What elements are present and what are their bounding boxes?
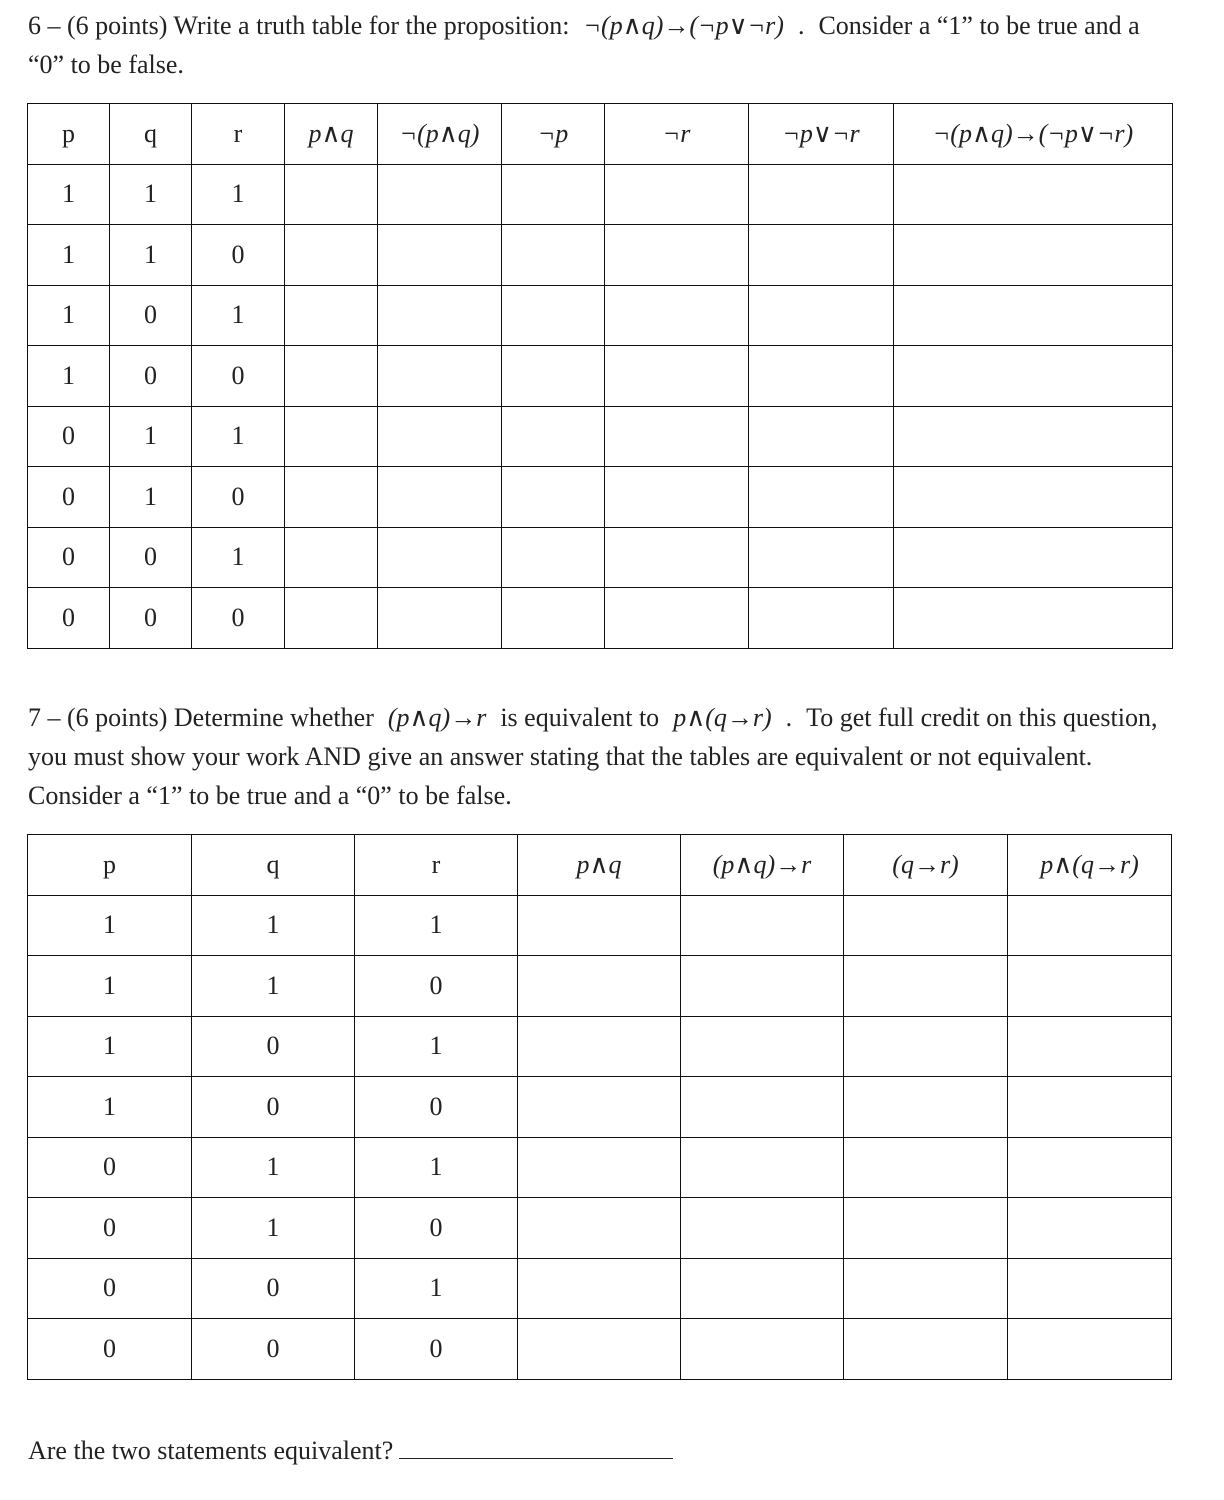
answer-cell[interactable] [681,1198,844,1259]
value-cell: 1 [28,1016,192,1077]
value-cell: 1 [110,467,192,528]
answer-cell[interactable] [378,164,502,225]
answer-cell[interactable] [285,406,378,467]
value-cell: 0 [355,956,518,1017]
value-cell: 0 [28,1258,192,1319]
table-row [28,1258,1172,1319]
answer-cell[interactable] [1008,1319,1172,1380]
answer-cell[interactable] [749,406,894,467]
answer-cell[interactable] [285,527,378,588]
value-cell: 0 [192,467,285,528]
q6-proposition: ¬(p∧q)→(¬p∨¬r) [583,11,784,40]
answer-cell[interactable] [518,1198,681,1259]
header-q: q [192,835,355,896]
table-row [28,164,1173,225]
value-cell: 0 [192,1077,355,1138]
header-not-p: ¬p [502,104,605,165]
answer-cell[interactable] [502,225,605,286]
answer-cell[interactable] [681,1016,844,1077]
q6-prefix: 6 – (6 points) Write a truth table for the proposition: [28,11,570,40]
answer-blank[interactable] [399,1430,673,1459]
answer-cell[interactable] [894,285,1173,346]
q7-instructions: To get full credit on this question, you must show your work AND give an answer stating that the tables are equivalent or not equivalent. Consider a “1” to be true and a “0” to be false. [28,703,1158,810]
answer-cell[interactable] [378,467,502,528]
value-cell: 0 [110,285,192,346]
answer-cell[interactable] [749,346,894,407]
header-p-and-q-implies-r: (p∧q)→r [681,835,844,896]
header-p: p [28,835,192,896]
answer-cell[interactable] [502,164,605,225]
answer-cell[interactable] [1008,956,1172,1017]
q7-prefix: 7 – (6 points) Determine whether [28,703,374,732]
answer-cell[interactable] [605,467,749,528]
answer-cell[interactable] [518,1319,681,1380]
equivalence-question-text: Are the two statements equivalent? [28,1436,394,1465]
value-cell: 1 [28,285,110,346]
value-cell: 0 [192,1016,355,1077]
table-row [28,1198,1172,1259]
value-cell: 0 [110,527,192,588]
header-not-r: ¬r [605,104,749,165]
value-cell: 1 [28,164,110,225]
value-cell: 1 [192,956,355,1017]
value-cell: 0 [355,1077,518,1138]
truth-table-q6-body [28,164,1173,648]
value-cell: 0 [28,527,110,588]
answer-cell[interactable] [844,895,1008,956]
value-cell: 0 [192,346,285,407]
answer-cell[interactable] [749,527,894,588]
table-row [28,225,1173,286]
table-row [28,895,1172,956]
answer-cell[interactable] [1008,1258,1172,1319]
value-cell: 1 [110,164,192,225]
value-cell: 0 [28,1198,192,1259]
value-cell: 1 [110,406,192,467]
answer-cell[interactable] [681,1258,844,1319]
q6-instructions: Consider a “1” to be true and a “0” to be false. [28,11,1140,79]
answer-cell[interactable] [285,225,378,286]
value-cell: 1 [28,1077,192,1138]
answer-cell[interactable] [844,1258,1008,1319]
answer-cell[interactable] [378,346,502,407]
value-cell: 1 [355,895,518,956]
answer-cell[interactable] [502,588,605,649]
answer-cell[interactable] [844,1077,1008,1138]
value-cell: 1 [192,1198,355,1259]
header-full-proposition: ¬(p∧q)→(¬p∨¬r) [894,104,1173,165]
table-row [28,527,1173,588]
value-cell: 0 [110,588,192,649]
answer-cell[interactable] [1008,1137,1172,1198]
value-cell: 0 [192,1258,355,1319]
value-cell: 1 [28,956,192,1017]
value-cell: 1 [192,1137,355,1198]
answer-cell[interactable] [518,956,681,1017]
answer-cell[interactable] [681,895,844,956]
answer-cell[interactable] [605,225,749,286]
header-not-p-or-not-r: ¬p∨¬r [749,104,894,165]
answer-cell[interactable] [749,467,894,528]
header-q: q [110,104,192,165]
answer-cell[interactable] [502,285,605,346]
value-cell: 0 [28,467,110,528]
truth-table-q6 [27,103,1173,649]
header-p-and-q-implies-r-2: p∧(q→r) [1008,835,1172,896]
value-cell: 1 [28,346,110,407]
answer-cell[interactable] [285,467,378,528]
header-p-and-q: p∧q [285,104,378,165]
answer-cell[interactable] [378,406,502,467]
value-cell: 1 [192,406,285,467]
answer-cell[interactable] [605,527,749,588]
answer-cell[interactable] [502,467,605,528]
answer-cell[interactable] [378,527,502,588]
answer-cell[interactable] [518,1077,681,1138]
header-r: r [355,835,518,896]
answer-cell[interactable] [844,1319,1008,1380]
answer-cell[interactable] [1008,1016,1172,1077]
q7-expression-2: p∧(q→r) [673,703,772,732]
q7-dot: . [785,703,793,732]
answer-cell[interactable] [681,956,844,1017]
value-cell: 1 [192,285,285,346]
value-cell: 0 [28,588,110,649]
header-r: r [192,104,285,165]
answer-cell[interactable] [605,588,749,649]
table-row [28,1016,1172,1077]
table-header-row [28,104,1173,165]
answer-cell[interactable] [605,406,749,467]
value-cell: 0 [192,225,285,286]
table-row [28,956,1172,1017]
q7-mid: is equivalent to [500,703,660,732]
table-header-row [28,835,1172,896]
table-row [28,1137,1172,1198]
table-row [28,1077,1172,1138]
answer-cell[interactable] [518,1137,681,1198]
answer-cell[interactable] [378,588,502,649]
value-cell: 1 [355,1016,518,1077]
answer-cell[interactable] [285,285,378,346]
table-row [28,406,1173,467]
value-cell: 0 [110,346,192,407]
value-cell: 0 [28,1137,192,1198]
value-cell: 1 [192,527,285,588]
table-row [28,467,1173,528]
answer-cell[interactable] [749,285,894,346]
answer-cell[interactable] [285,588,378,649]
answer-cell[interactable] [518,1258,681,1319]
answer-cell[interactable] [749,588,894,649]
answer-cell[interactable] [894,588,1173,649]
value-cell: 0 [192,588,285,649]
answer-cell[interactable] [378,225,502,286]
answer-cell[interactable] [605,164,749,225]
value-cell: 1 [355,1137,518,1198]
value-cell: 0 [28,1319,192,1380]
table-row [28,588,1173,649]
answer-cell[interactable] [1008,895,1172,956]
value-cell: 1 [28,895,192,956]
value-cell: 0 [355,1319,518,1380]
answer-cell[interactable] [844,1016,1008,1077]
value-cell: 1 [355,1258,518,1319]
answer-cell[interactable] [681,1077,844,1138]
table-row [28,285,1173,346]
answer-cell[interactable] [894,346,1173,407]
truth-table-q7-body [28,895,1172,1379]
answer-cell[interactable] [502,346,605,407]
answer-cell[interactable] [518,1016,681,1077]
answer-cell[interactable] [894,164,1173,225]
answer-cell[interactable] [681,1137,844,1198]
q7-expression-1: (p∧q)→r [387,703,487,732]
value-cell: 0 [28,406,110,467]
value-cell: 1 [110,225,192,286]
answer-cell[interactable] [894,406,1173,467]
value-cell: 0 [355,1198,518,1259]
answer-cell[interactable] [894,467,1173,528]
answer-cell[interactable] [894,527,1173,588]
table-row [28,346,1173,407]
truth-table-q7 [27,834,1172,1380]
answer-cell[interactable] [605,346,749,407]
table-row [28,1319,1172,1380]
answer-cell[interactable] [844,1198,1008,1259]
question-7-prompt [28,698,1178,815]
answer-cell[interactable] [378,285,502,346]
question-6-prompt [28,6,1178,84]
answer-cell[interactable] [518,895,681,956]
answer-cell[interactable] [1008,1198,1172,1259]
header-p-and-q: p∧q [518,835,681,896]
header-not-p-and-q: ¬(p∧q) [378,104,502,165]
answer-cell[interactable] [681,1319,844,1380]
answer-cell[interactable] [844,956,1008,1017]
header-p: p [28,104,110,165]
value-cell: 1 [192,895,355,956]
answer-cell[interactable] [749,164,894,225]
answer-cell[interactable] [605,285,749,346]
header-q-implies-r: (q→r) [844,835,1008,896]
answer-cell[interactable] [894,225,1173,286]
answer-cell[interactable] [502,527,605,588]
answer-cell[interactable] [285,346,378,407]
answer-cell[interactable] [749,225,894,286]
value-cell: 0 [192,1319,355,1380]
value-cell: 1 [28,225,110,286]
answer-cell[interactable] [502,406,605,467]
answer-cell[interactable] [285,164,378,225]
equivalence-question [28,1430,673,1470]
answer-cell[interactable] [844,1137,1008,1198]
answer-cell[interactable] [1008,1077,1172,1138]
value-cell: 1 [192,164,285,225]
q6-dot: . [797,11,805,40]
